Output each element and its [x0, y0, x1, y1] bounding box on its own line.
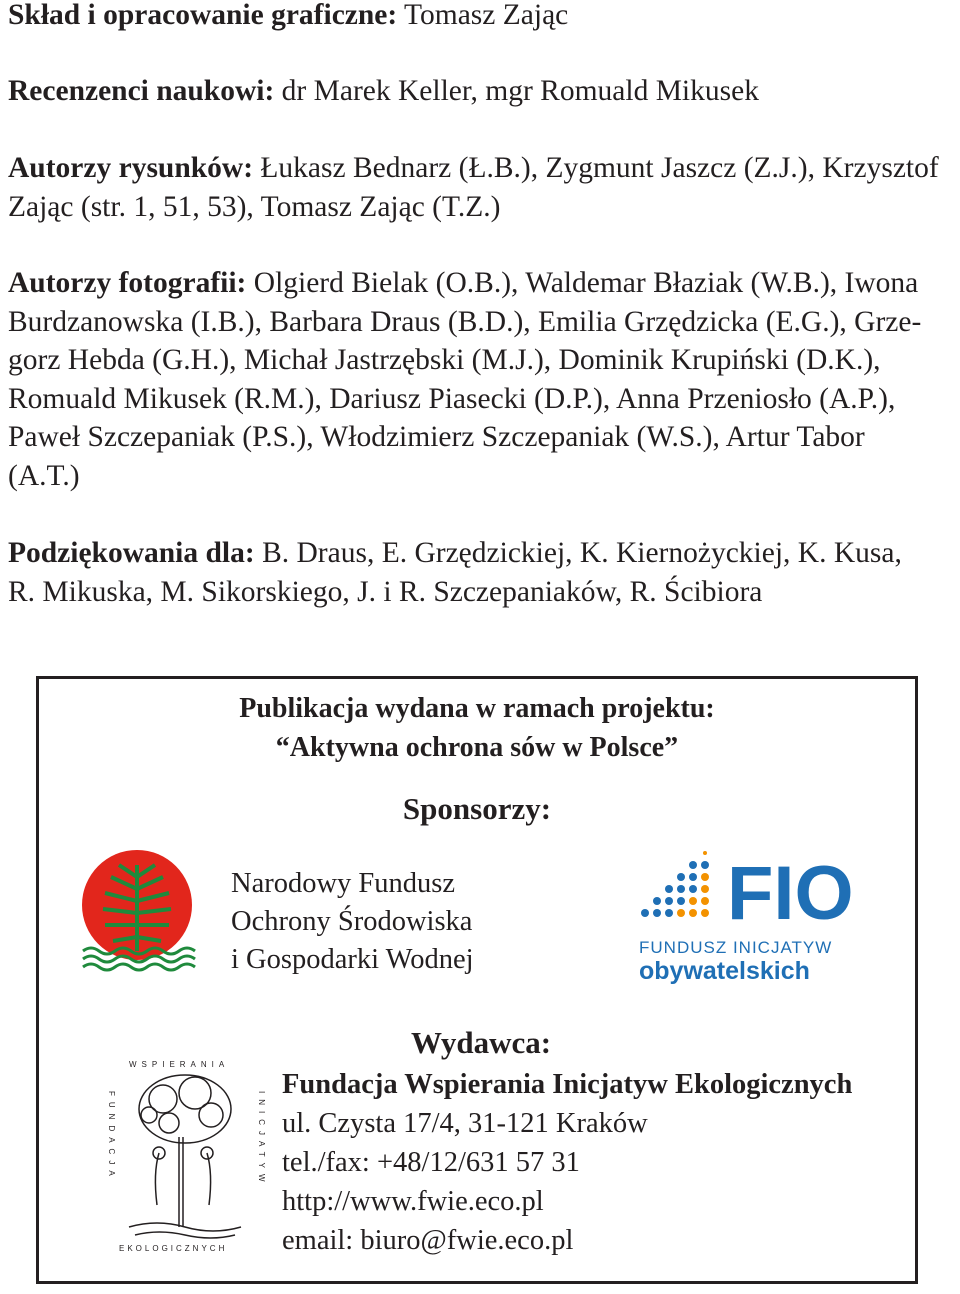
fio-logo [639, 851, 901, 985]
publisher-address: ul. Czysta 17/4, 31-121 Kraków [282, 1108, 648, 1139]
thanks-credit: Podziękowania dla: B. Draus, E. Grzędzickiej, K. Kiernożyckiej, K. Kusa, R. Mikuska, M. Sikorskiego, J. i R. Szczepaniaków, R. Ścibiora [8, 537, 902, 608]
layout-credit: Skład i opracowanie graficzne: Tomasz Zając [8, 0, 569, 31]
fio-wordmark: FIO [727, 851, 854, 936]
fio-tagline-2: obywatelskich [639, 957, 810, 985]
fwie-logo-bottom: EKOLOGICZNYCH [119, 1244, 228, 1253]
publisher-name: Fundacja Wspierania Inicjatyw Ekologicznych [282, 1069, 853, 1100]
fwie-logo [99, 1057, 271, 1257]
publication-heading: Publikacja wydana w ramach projektu: “Aktywna ochrona sów w Polsce” [239, 693, 715, 763]
sponsor-publisher-box [36, 676, 918, 1284]
sponsors-title: Sponsorzy: [402, 791, 552, 826]
fwie-logo-left: FUNDACJA [107, 1091, 116, 1182]
publisher-details [282, 1065, 852, 1260]
nfos-logo [79, 847, 199, 973]
publisher-phone: tel./fax: +48/12/631 57 31 [282, 1147, 580, 1178]
publisher-title: Wydawca: [411, 1025, 552, 1060]
fio-tagline-1: FUNDUSZ INICJATYW [639, 938, 833, 957]
drawings-credit: Autorzy rysunków: Łukasz Bednarz (Ł.B.), Zygmunt Jaszcz (Z.J.), Krzysztof Zając (str. 1, 51, 53), Tomasz Zając (T.Z.) [8, 152, 939, 223]
reviewers-credit: Recenzenci naukowi: dr Marek Keller, mgr Romuald Mikusek [8, 75, 759, 107]
fio-dots-icon [641, 861, 709, 917]
fwie-tree-icon [129, 1075, 241, 1238]
fwie-logo-right: INICJATYW [257, 1091, 266, 1188]
fio-dots-accent [677, 851, 709, 917]
publisher-email[interactable]: email: biuro@fwie.eco.pl [282, 1225, 574, 1256]
publisher-website[interactable]: http://www.fwie.eco.pl [282, 1186, 544, 1217]
nfos-name: Narodowy Fundusz Ochrony Środowiska i Gospodarki Wodnej [231, 868, 474, 975]
photos-credit: Autorzy fotografii: Olgierd Bielak (O.B.), Waldemar Błaziak (W.B.), Iwona Burdzanowska (I.B.), Barbara Draus (B.D.), Emilia Grzędzicka (E.G.), Grze- gorz Hebda (G.H.), Michał Jastrzębski (M.J.), Dominik Krupiński (D.K.), Romuald Mikusek (R.M.), Dariusz Piasecki (D.P.), Anna Przeniosło (A.P.), Paweł Szczepaniak (P.S.), Włodzimierz Szczepaniak (W.S.), Artur Tabor (A.T.) [8, 267, 922, 492]
fwie-logo-top: WSPIERANIA [129, 1060, 230, 1069]
